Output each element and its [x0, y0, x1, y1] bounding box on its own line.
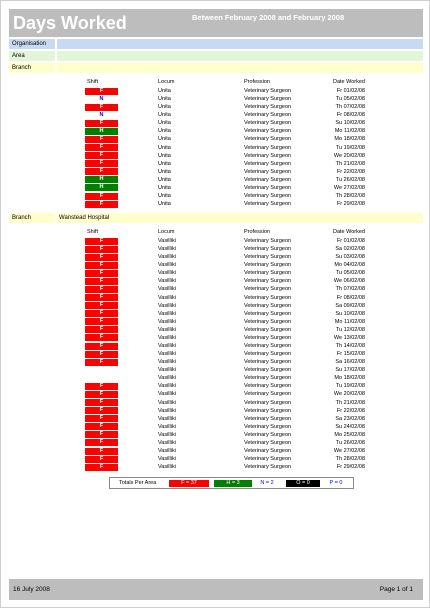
table-row — [1, 407, 430, 415]
date-cell: Mo 25/02/08 — [334, 431, 365, 438]
table-row — [1, 439, 430, 447]
date-cell: Tu 19/02/08 — [335, 144, 365, 151]
shift-cell: F — [85, 193, 118, 200]
profession-cell: Veterinary Surgeon — [244, 168, 292, 175]
totals-p: P = 0 — [322, 480, 350, 487]
profession-cell: Veterinary Surgeon — [244, 254, 292, 261]
table-row — [1, 253, 430, 261]
table-row — [1, 245, 430, 253]
profession-cell: Veterinary Surgeon — [244, 246, 292, 253]
date-cell: Su 24/02/08 — [335, 423, 365, 430]
date-cell: Th 28/02/08 — [335, 456, 365, 463]
date-cell: We 06/02/08 — [333, 278, 365, 285]
organisation-band — [9, 39, 423, 49]
profession-cell: Veterinary Surgeon — [244, 367, 292, 374]
branch-label: Branch — [9, 63, 55, 73]
table-row — [1, 342, 430, 350]
date-cell: Sa 23/02/08 — [335, 415, 365, 422]
locum-cell: Unita — [158, 120, 171, 127]
table-row — [1, 119, 430, 127]
table-header — [1, 228, 430, 236]
page-number: Page 1 of 1 — [379, 586, 413, 593]
profession-cell: Veterinary Surgeon — [244, 262, 292, 269]
profession-cell: Veterinary Surgeon — [244, 407, 292, 414]
profession-cell: Veterinary Surgeon — [244, 278, 292, 285]
area-band — [9, 51, 423, 61]
profession-cell: Veterinary Surgeon — [244, 351, 292, 358]
area-value — [57, 51, 423, 61]
date-cell: Mo 11/02/08 — [334, 128, 365, 135]
shift-cell: F — [85, 104, 118, 111]
shift-cell: F — [85, 88, 118, 95]
locum-cell: Vasilliki — [158, 262, 176, 269]
shift-cell: H — [85, 176, 118, 183]
locum-cell: Vasilliki — [158, 439, 176, 446]
branch-label: Branch — [9, 213, 55, 223]
date-cell: Tu 26/02/08 — [335, 176, 365, 183]
profession-cell: Veterinary Surgeon — [244, 431, 292, 438]
locum-cell: Vasilliki — [158, 407, 176, 414]
shift-cell: F — [85, 407, 118, 414]
date-cell: Sa 16/02/08 — [335, 359, 365, 366]
shift-cell: F — [85, 286, 118, 293]
shift-cell: F — [85, 383, 118, 390]
locum-cell: Unita — [158, 104, 171, 111]
table-row — [1, 144, 430, 152]
table-header — [1, 78, 430, 86]
locum-cell: Vasilliki — [158, 456, 176, 463]
profession-cell: Veterinary Surgeon — [244, 439, 292, 446]
profession-cell: Veterinary Surgeon — [244, 464, 292, 471]
branch-band — [9, 63, 423, 73]
date-cell: Fr 08/02/08 — [336, 294, 365, 301]
table-row — [1, 285, 430, 293]
profession-cell: Veterinary Surgeon — [244, 104, 292, 111]
table-body — [1, 87, 430, 208]
date-cell: Fr 29/02/08 — [336, 201, 365, 208]
shift-cell: F — [85, 136, 118, 143]
table-row — [1, 135, 430, 143]
locum-cell: Unita — [158, 144, 171, 151]
profession-cell: Veterinary Surgeon — [244, 238, 292, 244]
shift-cell: F — [85, 278, 118, 285]
shift-cell: F — [85, 294, 118, 301]
shift-cell: F — [85, 302, 118, 309]
date-cell: Fr 08/02/08 — [336, 112, 365, 119]
shift-cell: F — [85, 399, 118, 406]
table-row — [1, 455, 430, 463]
shift-cell: F — [85, 152, 118, 159]
date-cell: We 27/02/08 — [333, 184, 365, 191]
shift-cell: N — [85, 112, 118, 119]
date-cell: Mo 04/02/08 — [334, 262, 365, 269]
locum-cell: Unita — [158, 128, 171, 135]
shift-cell: F — [85, 431, 118, 438]
date-cell: Th 28/02/08 — [335, 193, 365, 200]
locum-cell: Unita — [158, 176, 171, 183]
date-cell: Fr 29/02/08 — [336, 464, 365, 471]
table-row — [1, 294, 430, 302]
shift-cell — [85, 367, 118, 374]
locum-cell: Vasilliki — [158, 343, 176, 350]
locum-cell: Unita — [158, 96, 171, 103]
profession-cell: Veterinary Surgeon — [244, 423, 292, 430]
shift-cell — [85, 375, 118, 382]
date-cell: We 20/02/08 — [333, 391, 365, 398]
shift-cell: F — [85, 448, 118, 455]
column-header-profession: Profession — [244, 79, 270, 85]
table-row — [1, 423, 430, 431]
shift-cell: F — [85, 262, 118, 269]
report-period: Between February 2008 and February 2008 — [192, 13, 345, 22]
table-row — [1, 192, 430, 200]
branch-value: Wanstead Hospital — [57, 213, 423, 223]
shift-cell: F — [85, 120, 118, 127]
locum-cell: Vasilliki — [158, 246, 176, 253]
table-row — [1, 111, 430, 119]
column-header-date: Date Worked — [333, 79, 365, 85]
profession-cell: Veterinary Surgeon — [244, 375, 292, 382]
table-row — [1, 152, 430, 160]
profession-cell: Veterinary Surgeon — [244, 184, 292, 191]
date-cell: Su 10/02/08 — [335, 310, 365, 317]
locum-cell: Unita — [158, 152, 171, 159]
locum-cell: Vasilliki — [158, 399, 176, 406]
shift-cell: F — [85, 238, 118, 245]
table-row — [1, 390, 430, 398]
table-row — [1, 184, 430, 192]
locum-cell: Vasilliki — [158, 238, 176, 244]
shift-cell: F — [85, 456, 118, 463]
date-cell: Tu 19/02/08 — [335, 383, 365, 390]
profession-cell: Veterinary Surgeon — [244, 152, 292, 159]
shift-cell: F — [85, 310, 118, 317]
totals-legend — [109, 477, 354, 489]
locum-cell: Unita — [158, 193, 171, 200]
print-date: 16 July 2008 — [13, 586, 50, 593]
column-header-locum: Locum — [158, 229, 175, 235]
locum-cell: Vasilliki — [158, 464, 176, 471]
table-row — [1, 431, 430, 439]
locum-cell: Vasilliki — [158, 278, 176, 285]
report-title: Days Worked — [13, 13, 127, 33]
branch-value — [57, 63, 423, 73]
locum-cell: Vasilliki — [158, 334, 176, 341]
profession-cell: Veterinary Surgeon — [244, 294, 292, 301]
table-row — [1, 447, 430, 455]
shift-cell: F — [85, 144, 118, 151]
date-cell: Fr 22/02/08 — [336, 407, 365, 414]
date-cell: Th 21/02/08 — [335, 160, 365, 167]
totals-n: N = 2 — [253, 480, 281, 487]
locum-cell: Vasilliki — [158, 318, 176, 325]
table-row — [1, 415, 430, 423]
report-header — [9, 9, 423, 37]
table-row — [1, 200, 430, 208]
shift-cell: F — [85, 334, 118, 341]
locum-cell: Vasilliki — [158, 359, 176, 366]
locum-cell: Unita — [158, 168, 171, 175]
table-row — [1, 160, 430, 168]
totals-f: F = 37 — [169, 480, 209, 487]
column-header-locum: Locum — [158, 79, 175, 85]
date-cell: Th 07/02/08 — [335, 286, 365, 293]
profession-cell: Veterinary Surgeon — [244, 318, 292, 325]
shift-cell: F — [85, 160, 118, 167]
profession-cell: Veterinary Surgeon — [244, 326, 292, 333]
date-cell: Tu 12/02/08 — [335, 326, 365, 333]
locum-cell: Vasilliki — [158, 326, 176, 333]
shift-cell: F — [85, 351, 118, 358]
shift-cell: F — [85, 246, 118, 253]
profession-cell: Veterinary Surgeon — [244, 128, 292, 135]
profession-cell: Veterinary Surgeon — [244, 399, 292, 406]
profession-cell: Veterinary Surgeon — [244, 144, 292, 151]
date-cell: Su 03/02/08 — [335, 254, 365, 261]
locum-cell: Vasilliki — [158, 302, 176, 309]
profession-cell: Veterinary Surgeon — [244, 359, 292, 366]
shift-cell: F — [85, 464, 118, 471]
totals-label: Totals Per Area — [119, 480, 157, 486]
profession-cell: Veterinary Surgeon — [244, 383, 292, 390]
shift-cell: F — [85, 201, 118, 208]
profession-cell: Veterinary Surgeon — [244, 193, 292, 200]
profession-cell: Veterinary Surgeon — [244, 286, 292, 293]
shift-cell: F — [85, 326, 118, 333]
locum-cell: Vasilliki — [158, 286, 176, 293]
date-cell: Fr 15/02/08 — [336, 351, 365, 358]
table-row — [1, 382, 430, 390]
profession-cell: Veterinary Surgeon — [244, 448, 292, 455]
table-row — [1, 334, 430, 342]
date-cell: Tu 05/02/08 — [335, 270, 365, 277]
table-body — [1, 237, 430, 471]
date-cell: Th 14/02/08 — [335, 343, 365, 350]
date-cell: We 27/02/08 — [333, 448, 365, 455]
date-cell: Fr 22/02/08 — [336, 168, 365, 175]
locum-cell: Unita — [158, 184, 171, 191]
date-cell: Mo 11/02/08 — [334, 318, 365, 325]
date-cell: Sa 02/02/08 — [335, 246, 365, 253]
table-row — [1, 374, 430, 382]
table-row — [1, 269, 430, 277]
table-row — [1, 261, 430, 269]
date-cell: Th 07/02/08 — [335, 104, 365, 111]
shift-cell: N — [85, 96, 118, 103]
table-row — [1, 358, 430, 366]
profession-cell: Veterinary Surgeon — [244, 136, 292, 143]
date-cell: Fr 01/02/08 — [336, 238, 365, 244]
organisation-value — [57, 39, 423, 49]
totals-o: O = 0 — [286, 480, 320, 487]
profession-cell: Veterinary Surgeon — [244, 343, 292, 350]
profession-cell: Veterinary Surgeon — [244, 270, 292, 277]
shift-cell: F — [85, 254, 118, 261]
locum-cell: Unita — [158, 112, 171, 119]
profession-cell: Veterinary Surgeon — [244, 456, 292, 463]
table-row — [1, 326, 430, 334]
locum-cell: Vasilliki — [158, 423, 176, 430]
table-row — [1, 176, 430, 184]
table-row — [1, 318, 430, 326]
locum-cell: Vasilliki — [158, 448, 176, 455]
locum-cell: Vasilliki — [158, 415, 176, 422]
date-cell: Tu 05/02/08 — [335, 96, 365, 103]
locum-cell: Vasilliki — [158, 254, 176, 261]
table-row — [1, 350, 430, 358]
locum-cell: Vasilliki — [158, 367, 176, 374]
profession-cell: Veterinary Surgeon — [244, 112, 292, 119]
table-row — [1, 302, 430, 310]
profession-cell: Veterinary Surgeon — [244, 391, 292, 398]
shift-cell: F — [85, 318, 118, 325]
shift-cell: F — [85, 168, 118, 175]
shift-cell: F — [85, 343, 118, 350]
profession-cell: Veterinary Surgeon — [244, 201, 292, 208]
report-footer — [9, 579, 423, 600]
shift-cell: H — [85, 184, 118, 191]
table-row — [1, 237, 430, 245]
date-cell: We 20/02/08 — [333, 152, 365, 159]
shift-cell: F — [85, 439, 118, 446]
locum-cell: Unita — [158, 201, 171, 208]
date-cell: Sa 09/02/08 — [335, 302, 365, 309]
locum-cell: Unita — [158, 136, 171, 143]
profession-cell: Veterinary Surgeon — [244, 176, 292, 183]
locum-cell: Vasilliki — [158, 351, 176, 358]
profession-cell: Veterinary Surgeon — [244, 96, 292, 103]
date-cell: Mo 18/02/08 — [334, 375, 365, 382]
locum-cell: Vasilliki — [158, 431, 176, 438]
table-row — [1, 168, 430, 176]
column-header-profession: Profession — [244, 229, 270, 235]
shift-cell: H — [85, 128, 118, 135]
locum-cell: Vasilliki — [158, 375, 176, 382]
date-cell: Su 17/02/08 — [335, 367, 365, 374]
date-cell: Tu 26/02/08 — [335, 439, 365, 446]
organisation-label: Organisation — [9, 39, 55, 49]
date-cell: Su 10/02/08 — [335, 120, 365, 127]
date-cell: Th 21/02/08 — [335, 399, 365, 406]
area-label: Area — [9, 51, 55, 61]
shift-cell: F — [85, 359, 118, 366]
table-row — [1, 95, 430, 103]
table-row — [1, 310, 430, 318]
table-row — [1, 366, 430, 374]
locum-cell: Vasilliki — [158, 310, 176, 317]
profession-cell: Veterinary Surgeon — [244, 310, 292, 317]
date-cell: Fr 01/02/08 — [336, 88, 365, 94]
locum-cell: Unita — [158, 160, 171, 167]
column-header-date: Date Worked — [333, 229, 365, 235]
profession-cell: Veterinary Surgeon — [244, 334, 292, 341]
locum-cell: Vasilliki — [158, 391, 176, 398]
locum-cell: Vasilliki — [158, 294, 176, 301]
profession-cell: Veterinary Surgeon — [244, 302, 292, 309]
column-header-shift: Shift — [87, 229, 99, 235]
table-row — [1, 87, 430, 95]
branch-band — [9, 213, 423, 223]
locum-cell: Unita — [158, 88, 171, 94]
table-row — [1, 277, 430, 285]
profession-cell: Veterinary Surgeon — [244, 160, 292, 167]
date-cell: Mo 18/02/08 — [334, 136, 365, 143]
profession-cell: Veterinary Surgeon — [244, 120, 292, 127]
table-row — [1, 103, 430, 111]
shift-cell: F — [85, 270, 118, 277]
profession-cell: Veterinary Surgeon — [244, 415, 292, 422]
table-row — [1, 127, 430, 135]
table-row — [1, 463, 430, 471]
totals-h: H = 3 — [214, 480, 252, 487]
shift-cell: F — [85, 391, 118, 398]
shift-cell: F — [85, 423, 118, 430]
locum-cell: Vasilliki — [158, 383, 176, 390]
column-header-shift: Shift — [87, 79, 99, 85]
date-cell: We 13/02/08 — [333, 334, 365, 341]
locum-cell: Vasilliki — [158, 270, 176, 277]
table-row — [1, 399, 430, 407]
profession-cell: Veterinary Surgeon — [244, 88, 292, 94]
shift-cell: F — [85, 415, 118, 422]
